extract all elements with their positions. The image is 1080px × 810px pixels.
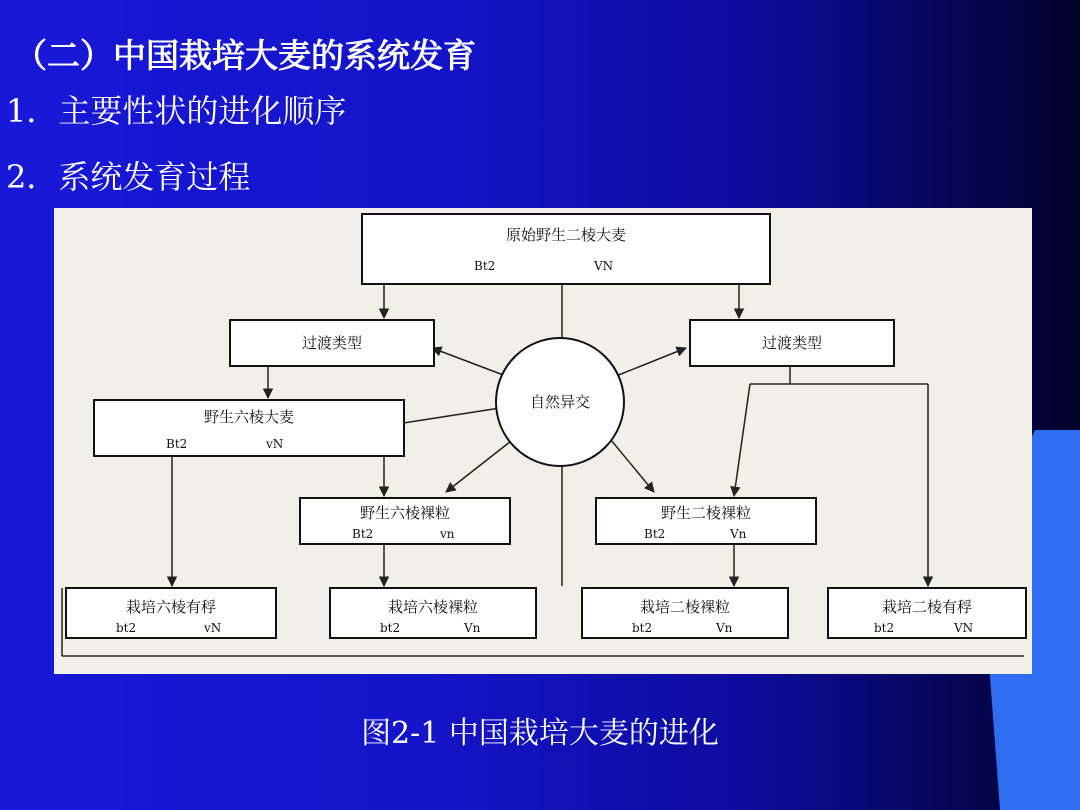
- cultivated-gene-left-1: bt2: [116, 621, 137, 635]
- cultivated-node-2: [330, 588, 536, 638]
- figure-caption: 图2-1 中国栽培大麦的进化: [361, 716, 719, 751]
- bullet-item-2: 2．系统发育过程: [6, 158, 251, 196]
- root-label: 原始野生二棱大麦: [505, 226, 627, 244]
- cultivated-gene-left-2: bt2: [380, 621, 401, 635]
- evolution-diagram: [54, 208, 1032, 674]
- wild-six-label: 野生六棱大麦: [203, 408, 295, 426]
- wild-six-naked-gene-right: vn: [440, 527, 455, 541]
- cultivated-gene-right-1: vN: [204, 621, 222, 635]
- cultivated-label-3: 栽培二棱裸粒: [639, 598, 731, 616]
- cultivated-gene-right-3: Vn: [716, 621, 733, 635]
- root-gene-right: VN: [594, 259, 614, 273]
- cultivated-label-4: 栽培二棱有稃: [881, 598, 973, 616]
- transition-left-label: 过渡类型: [301, 334, 363, 352]
- cultivated-node-1: [66, 588, 276, 638]
- root-gene-left: Bt2: [474, 259, 496, 273]
- wild-two-naked-node: [596, 498, 816, 544]
- wild-six-naked-node: [300, 498, 510, 544]
- cultivated-gene-left-3: bt2: [632, 621, 653, 635]
- wild-two-naked-gene-right: Vn: [730, 527, 747, 541]
- hub-node: [496, 338, 624, 466]
- wild-six-naked-gene-left: Bt2: [352, 527, 374, 541]
- wild-six-naked-label: 野生六棱裸粒: [359, 504, 451, 522]
- wild-two-naked-gene-left: Bt2: [644, 527, 666, 541]
- wild-six-node: [94, 400, 404, 456]
- transition-right-node: [690, 320, 894, 366]
- cultivated-gene-right-2: Vn: [464, 621, 481, 635]
- transition-right-label: 过渡类型: [761, 334, 823, 352]
- root-node: [362, 214, 770, 284]
- wild-six-gene-right: vN: [266, 437, 284, 451]
- cultivated-gene-left-4: bt2: [874, 621, 895, 635]
- wild-six-gene-left: Bt2: [166, 437, 188, 451]
- bullet-item-1: 1．主要性状的进化顺序: [6, 92, 347, 130]
- transition-left-node: [230, 320, 434, 366]
- cultivated-node-3: [582, 588, 788, 638]
- cultivated-label-1: 栽培六棱有稃: [125, 598, 217, 616]
- cultivated-gene-right-4: VN: [954, 621, 974, 635]
- slide-title: （二）中国栽培大麦的系统发育: [14, 36, 476, 75]
- hub-label: 自然异交: [529, 393, 591, 411]
- cultivated-node-4: [828, 588, 1026, 638]
- wild-two-naked-label: 野生二棱裸粒: [660, 504, 752, 522]
- cultivated-label-2: 栽培六棱裸粒: [387, 598, 479, 616]
